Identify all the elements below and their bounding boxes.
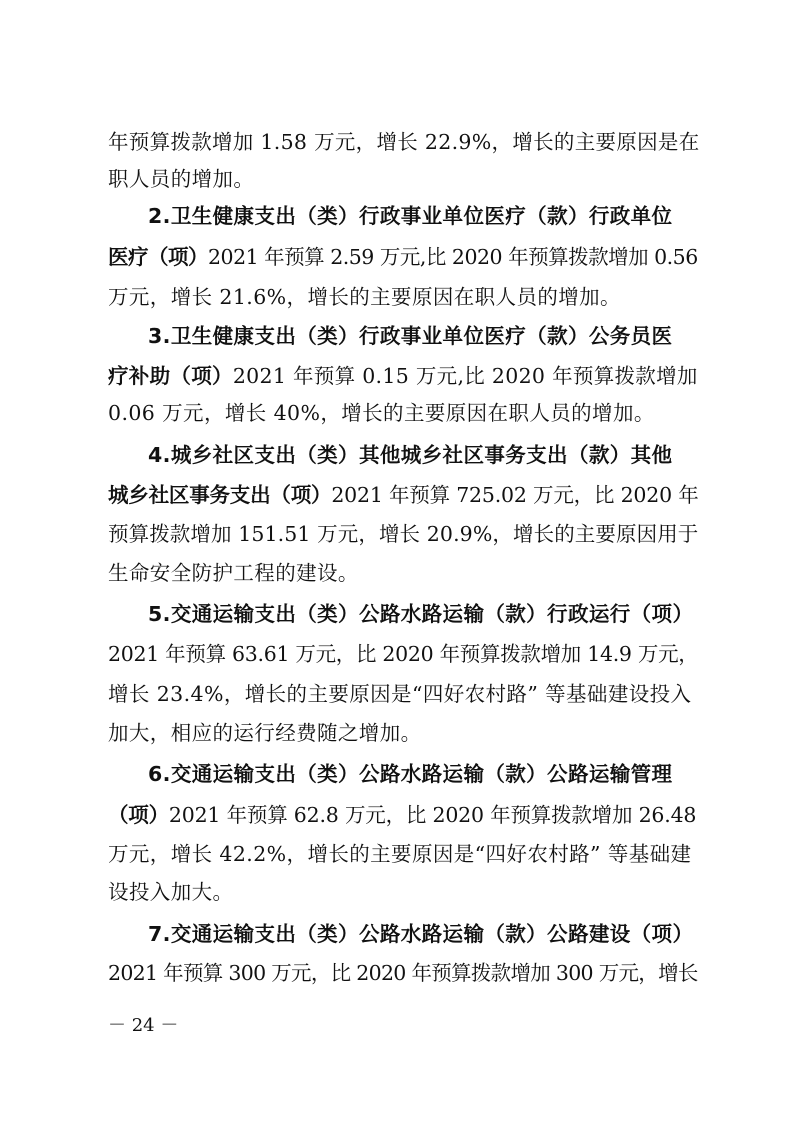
line-text: 2021 年预算 63.61 万元，比 2020 年预算拨款增加 14.9 万元，	[108, 642, 699, 666]
line-bold-text: 城乡社区事务支出（项）	[108, 483, 332, 507]
line-bold-text: 5.交通运输支出（类）公路水路运输（款）行政运行（项）	[148, 602, 694, 626]
line-text: 设投入加大。	[108, 880, 234, 904]
body-line	[108, 127, 700, 157]
body-line	[108, 958, 698, 988]
body-line	[108, 164, 254, 194]
body-line	[108, 679, 691, 709]
line-bold-text: 6.交通运输支出（类）公路水路运输（款）公路运输管理	[148, 762, 673, 786]
line-text: 0.06 万元，增长 40%，增长的主要原因在职人员的增加。	[108, 401, 655, 425]
body-line	[108, 877, 233, 907]
line-bold-text: 2.卫生健康支出（类）行政事业单位医疗（款）行政单位	[148, 204, 673, 228]
body-line	[108, 361, 698, 391]
line-bold-text: 疗补助（项）	[108, 364, 233, 388]
page-number: － 24 －	[108, 1015, 179, 1036]
body-line	[108, 558, 359, 588]
line-text: 2021 年预算 300 万元，比 2020 年预算拨款增加 300 万元，增长	[108, 961, 698, 985]
body-line	[148, 440, 672, 470]
line-bold-text: 7.交通运输支出（类）公路水路运输（款）公路建设（项）	[148, 922, 694, 946]
line-text: 职人员的增加。	[108, 167, 255, 191]
body-line	[148, 919, 693, 949]
line-text: 万元，增长 21.6%，增长的主要原因在职人员的增加。	[108, 285, 621, 309]
body-line	[108, 480, 699, 510]
line-text: 加大，相应的运行经费随之增加。	[108, 721, 422, 745]
body-line	[148, 201, 672, 231]
body-line	[108, 839, 691, 869]
body-line	[148, 599, 693, 629]
line-text: 2021 年预算 62.8 万元，比 2020 年预算拨款增加 26.48	[168, 803, 697, 827]
body-line	[108, 398, 655, 428]
line-text: 2021 年预算 725.02 万元，比 2020 年	[331, 483, 699, 507]
line-bold-text: （项）	[108, 803, 169, 827]
line-text: 2021 年预算 0.15 万元,比 2020 年预算拨款增加	[232, 364, 698, 388]
line-bold-text: 4.城乡社区支出（类）其他城乡社区事务支出（款）其他	[148, 443, 673, 467]
body-line	[148, 321, 672, 351]
body-line	[108, 800, 696, 830]
line-text: 预算拨款增加 151.51 万元，增长 20.9%，增长的主要原因用于	[108, 522, 699, 546]
line-text: 年预算拨款增加 1.58 万元，增长 22.9%，增长的主要原因是在	[108, 130, 700, 154]
line-text: 增长 23.4%，增长的主要原因是“四好农村路” 等基础建设投入	[108, 682, 692, 706]
body-line	[148, 759, 672, 789]
line-bold-text: 医疗（项）	[108, 245, 208, 269]
body-line	[108, 242, 698, 272]
line-text: 万元，增长 42.2%，增长的主要原因是“四好农村路” 等基础建	[108, 842, 692, 866]
body-line	[108, 718, 422, 748]
line-bold-text: 3.卫生健康支出（类）行政事业单位医疗（款）公务员医	[148, 324, 673, 348]
body-line	[108, 639, 699, 669]
body-line	[108, 519, 698, 549]
line-text: 2021 年预算 2.59 万元,比 2020 年预算拨款增加 0.56	[208, 245, 698, 269]
body-line	[108, 282, 621, 312]
line-text: 生命安全防护工程的建设。	[108, 561, 359, 585]
